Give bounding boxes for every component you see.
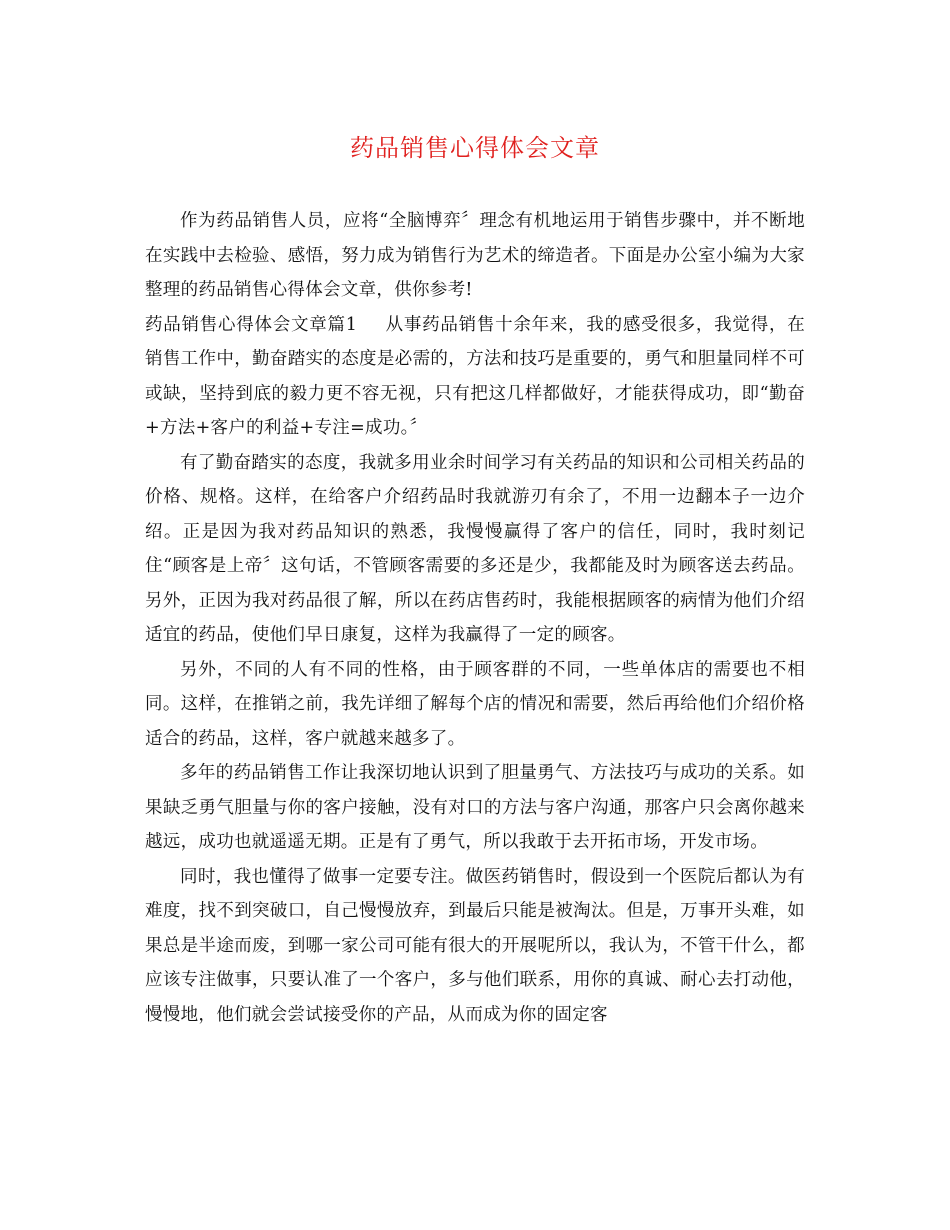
document-title: 药品销售心得体会文章 bbox=[350, 134, 600, 162]
section-1-heading: 药品销售心得体会文章篇1 bbox=[145, 314, 358, 335]
intro-paragraph: 作为药品销售人员，应将“全脑博弈〞理念有机地运用于销售步骤中，并不断地在实践中去检验、感悟，努力成为销售行为艺术的缔造者。下面是办公室小编为大家整理的药品销售心得体会文章，供你参考! bbox=[145, 211, 805, 300]
body-paragraph-1: 有了勤奋踏实的态度，我就多用业余时间学习有关药品的知识和公司相关药品的价格、规格。这样，在给客户介绍药品时我就游刃有余了，不用一边翻本子一边介绍。正是因为我对药品知识的熟悉，我慢慢赢得了客户的信任，同时，我时刻记住“顾客是上帝〞这句话，不管顾客需要的多还是少，我都能及时为顾客送去药品。另外，正因为我对药品很了解，所以在药店售药时，我能根据顾客的病情为他们介绍适宜的药品，使他们早日康复，这样为我赢得了一定的顾客。 bbox=[145, 452, 805, 645]
section-1-first-text: 从事药品销售十余年来，我的感受很多，我觉得，在销售工作中，勤奋踏实的态度是必需的，方法和技巧是重要的，勇气和胆量同样不可或缺，坚持到底的毅力更不容无视，只有把这几样都做好，才能获得成功，即“勤奋+方法+客户的利益+专注=成功。〞 bbox=[145, 314, 805, 438]
body-paragraph-3: 多年的药品销售工作让我深切地认识到了胆量勇气、方法技巧与成功的关系。如果缺乏勇气胆量与你的客户接触，没有对口的方法与客户沟通，那客户只会离你越来越远，成功也就遥遥无期。正是有了勇气，所以我敢于去开拓市场，开发市场。 bbox=[145, 763, 805, 852]
body-paragraph-2: 另外，不同的人有不同的性格，由于顾客群的不同，一些单体店的需要也不相同。这样，在推销之前，我先详细了解每个店的情况和需要，然后再给他们介绍价格适合的药品，这样，客户就越来越多了。 bbox=[145, 659, 805, 749]
body-paragraph-4: 同时，我也懂得了做事一定要专注。做医药销售时，假设到一个医院后都认为有难度，找不到突破口，自己慢慢放弃，到最后只能是被淘汰。但是，万事开头难，如果总是半途而废，到哪一家公司可能有很大的开展呢所以，我认为，不管干什么，都应该专注做事，只要认准了一个客户，多与他们联系，用你的真诚、耐心去打动他，慢慢地，他们就会尝试接受你的产品，从而成为你的固定客 bbox=[145, 866, 805, 1025]
section-1-paragraph bbox=[145, 308, 805, 446]
